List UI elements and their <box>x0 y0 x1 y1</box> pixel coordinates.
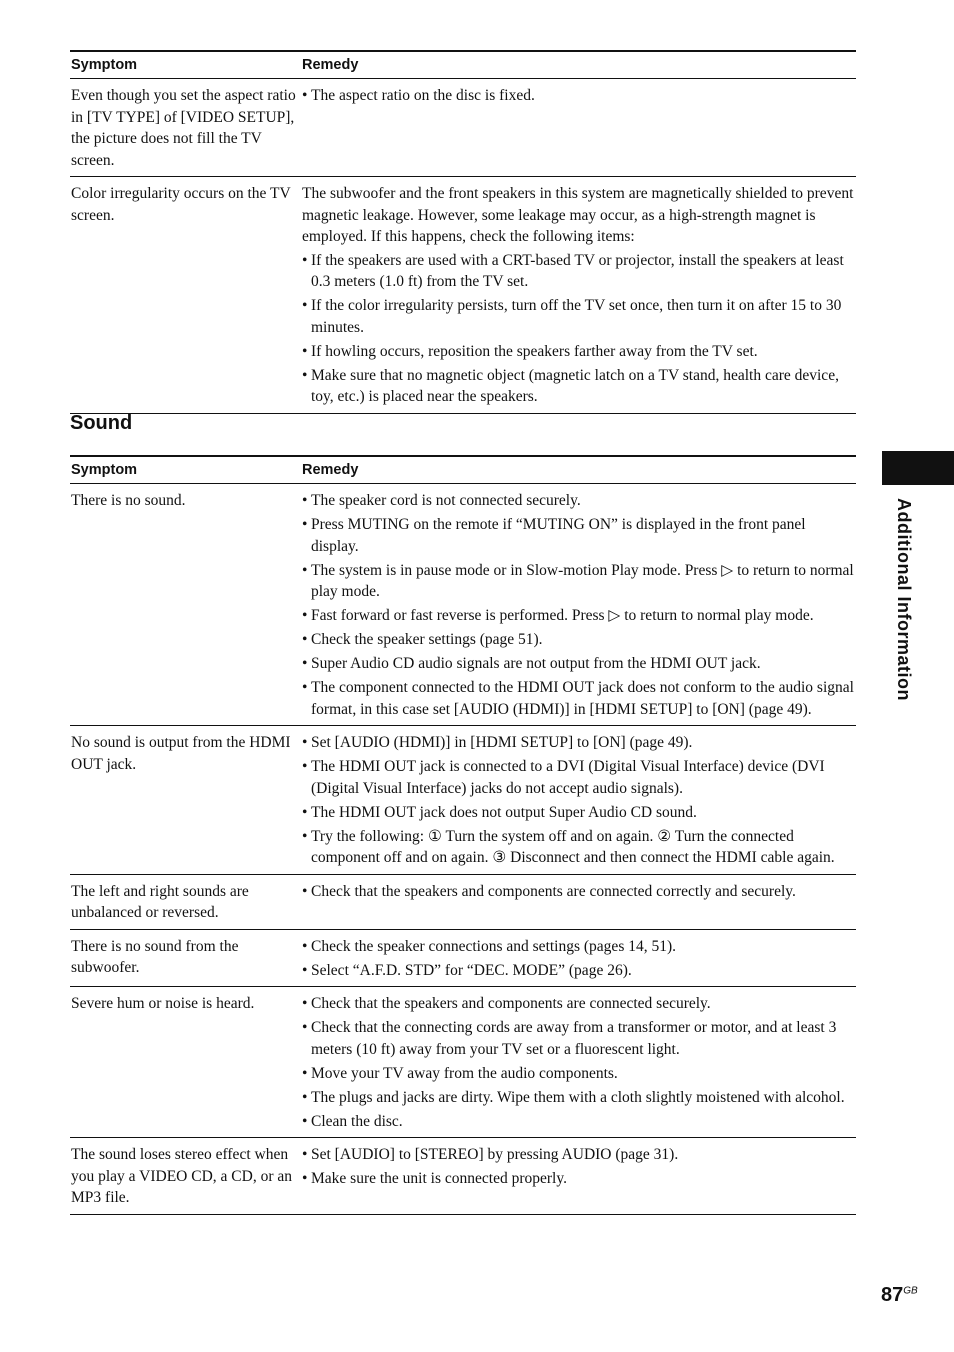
symptom-cell: Color irregularity occurs on the TV screen. <box>71 185 291 224</box>
remedy-cell <box>302 484 856 725</box>
remedy-item: • If howling occurs, reposition the speakers farther away from the TV set. <box>302 341 856 363</box>
remedy-cell <box>302 79 856 176</box>
remedy-item: • Clean the disc. <box>302 1111 856 1133</box>
remedy-cell <box>302 726 856 874</box>
remedy-cell <box>302 1138 856 1214</box>
table-row <box>70 177 856 414</box>
remedy-item: • Check that the speakers and components are connected correctly and securely. <box>302 881 856 903</box>
table-header <box>70 457 856 484</box>
section-tab-label: Additional Information <box>894 498 914 701</box>
video-troubleshooting-table <box>70 50 856 414</box>
section-tab-marker <box>882 451 954 485</box>
symptom-cell: Severe hum or noise is heard. <box>71 995 255 1012</box>
remedy-item: • The aspect ratio on the disc is fixed. <box>302 85 856 107</box>
remedy-header: Remedy <box>302 462 359 478</box>
remedy-cell <box>302 930 856 987</box>
page-number <box>881 1284 918 1307</box>
table-header <box>70 52 856 79</box>
remedy-item: • If the speakers are used with a CRT-based TV or projector, install the speakers at least 0.3 meters (1.0 ft) from the TV set. <box>302 250 856 293</box>
remedy-item: • Set [AUDIO] to [STEREO] by pressing AUDIO (page 31). <box>302 1144 856 1166</box>
symptom-cell: The sound loses stereo effect when you play a VIDEO CD, a CD, or an MP3 file. <box>71 1146 292 1206</box>
remedy-item: • Make sure that no magnetic object (magnetic latch on a TV stand, health care device, toy, etc.) is placed near the speakers. <box>302 365 856 408</box>
remedy-item: • Check the speaker connections and settings (pages 14, 51). <box>302 936 856 958</box>
page-number-value: 87 <box>881 1284 904 1306</box>
remedy-item: • Move your TV away from the audio components. <box>302 1063 856 1085</box>
symptom-cell: The left and right sounds are unbalanced or reversed. <box>71 882 249 921</box>
remedy-item: • The system is in pause mode or in Slow-motion Play mode. Press ▷ to return to normal play mode. <box>302 560 856 603</box>
symptom-header: Symptom <box>71 57 138 73</box>
symptom-cell: There is no sound from the subwoofer. <box>71 937 239 976</box>
remedy-item: • Super Audio CD audio signals are not output from the HDMI OUT jack. <box>302 653 856 675</box>
remedy-item: • Try the following: ① Turn the system off and on again. ② Turn the connected component off and on again. ③ Disconnect and then connect the HDMI cable again. <box>302 826 856 869</box>
remedy-item: • Check that the speakers and components are connected securely. <box>302 993 856 1015</box>
remedy-item: • Check that the connecting cords are away from a transformer or motor, and at least 3 meters (10 ft) away from your TV set or a fluorescent light. <box>302 1017 856 1060</box>
symptom-cell: Even though you set the aspect ratio in [TV TYPE] of [VIDEO SETUP], the picture does not fill the TV screen. <box>71 87 296 169</box>
remedy-item: • Fast forward or fast reverse is performed. Press ▷ to return to normal play mode. <box>302 605 856 627</box>
table-row <box>70 930 856 988</box>
remedy-item: • Set [AUDIO (HDMI)] in [HDMI SETUP] to [ON] (page 49). <box>302 732 856 754</box>
remedy-item: • The HDMI OUT jack is connected to a DVI (Digital Visual Interface) device (DVI (Digital Visual Interface) jacks do not accept audio signals). <box>302 756 856 799</box>
table-row <box>70 79 856 177</box>
remedy-header: Remedy <box>302 57 359 73</box>
table-row <box>70 987 856 1138</box>
remedy-item: • The HDMI OUT jack does not output Super Audio CD sound. <box>302 802 856 824</box>
symptom-header: Symptom <box>71 462 138 478</box>
section-title-sound: Sound <box>70 412 133 434</box>
remedy-item: • If the color irregularity persists, turn off the TV set once, then turn it on after 15 to 30 minutes. <box>302 295 856 338</box>
remedy-intro: The subwoofer and the front speakers in this system are magnetically shielded to prevent magnetic leakage. However, some leakage may occur, as a high-strength magnet is employed. If this happens, check the following items: <box>302 185 854 245</box>
symptom-cell: No sound is output from the HDMI OUT jack. <box>71 734 291 773</box>
remedy-item: • Select “A.F.D. STD” for “DEC. MODE” (page 26). <box>302 960 856 982</box>
page-number-suffix: GB <box>903 1285 918 1297</box>
remedy-item: • The component connected to the HDMI OUT jack does not conform to the audio signal format, in this case set [AUDIO (HDMI)] in [HDMI SETUP] to [ON] (page 49). <box>302 677 856 720</box>
remedy-item: • The speaker cord is not connected securely. <box>302 490 856 512</box>
symptom-cell: There is no sound. <box>71 492 186 509</box>
table-row <box>70 726 856 875</box>
remedy-item: • Press MUTING on the remote if “MUTING ON” is displayed in the front panel display. <box>302 514 856 557</box>
remedy-cell <box>302 177 856 413</box>
table-row <box>70 1138 856 1215</box>
remedy-cell <box>302 987 856 1137</box>
sound-troubleshooting-table <box>70 455 856 1215</box>
remedy-item: • Make sure the unit is connected properly. <box>302 1168 856 1190</box>
table-row <box>70 484 856 726</box>
remedy-item: • The plugs and jacks are dirty. Wipe them with a cloth slightly moistened with alcohol. <box>302 1087 856 1109</box>
table-row <box>70 875 856 930</box>
remedy-item: • Check the speaker settings (page 51). <box>302 629 856 651</box>
remedy-cell <box>302 875 856 929</box>
